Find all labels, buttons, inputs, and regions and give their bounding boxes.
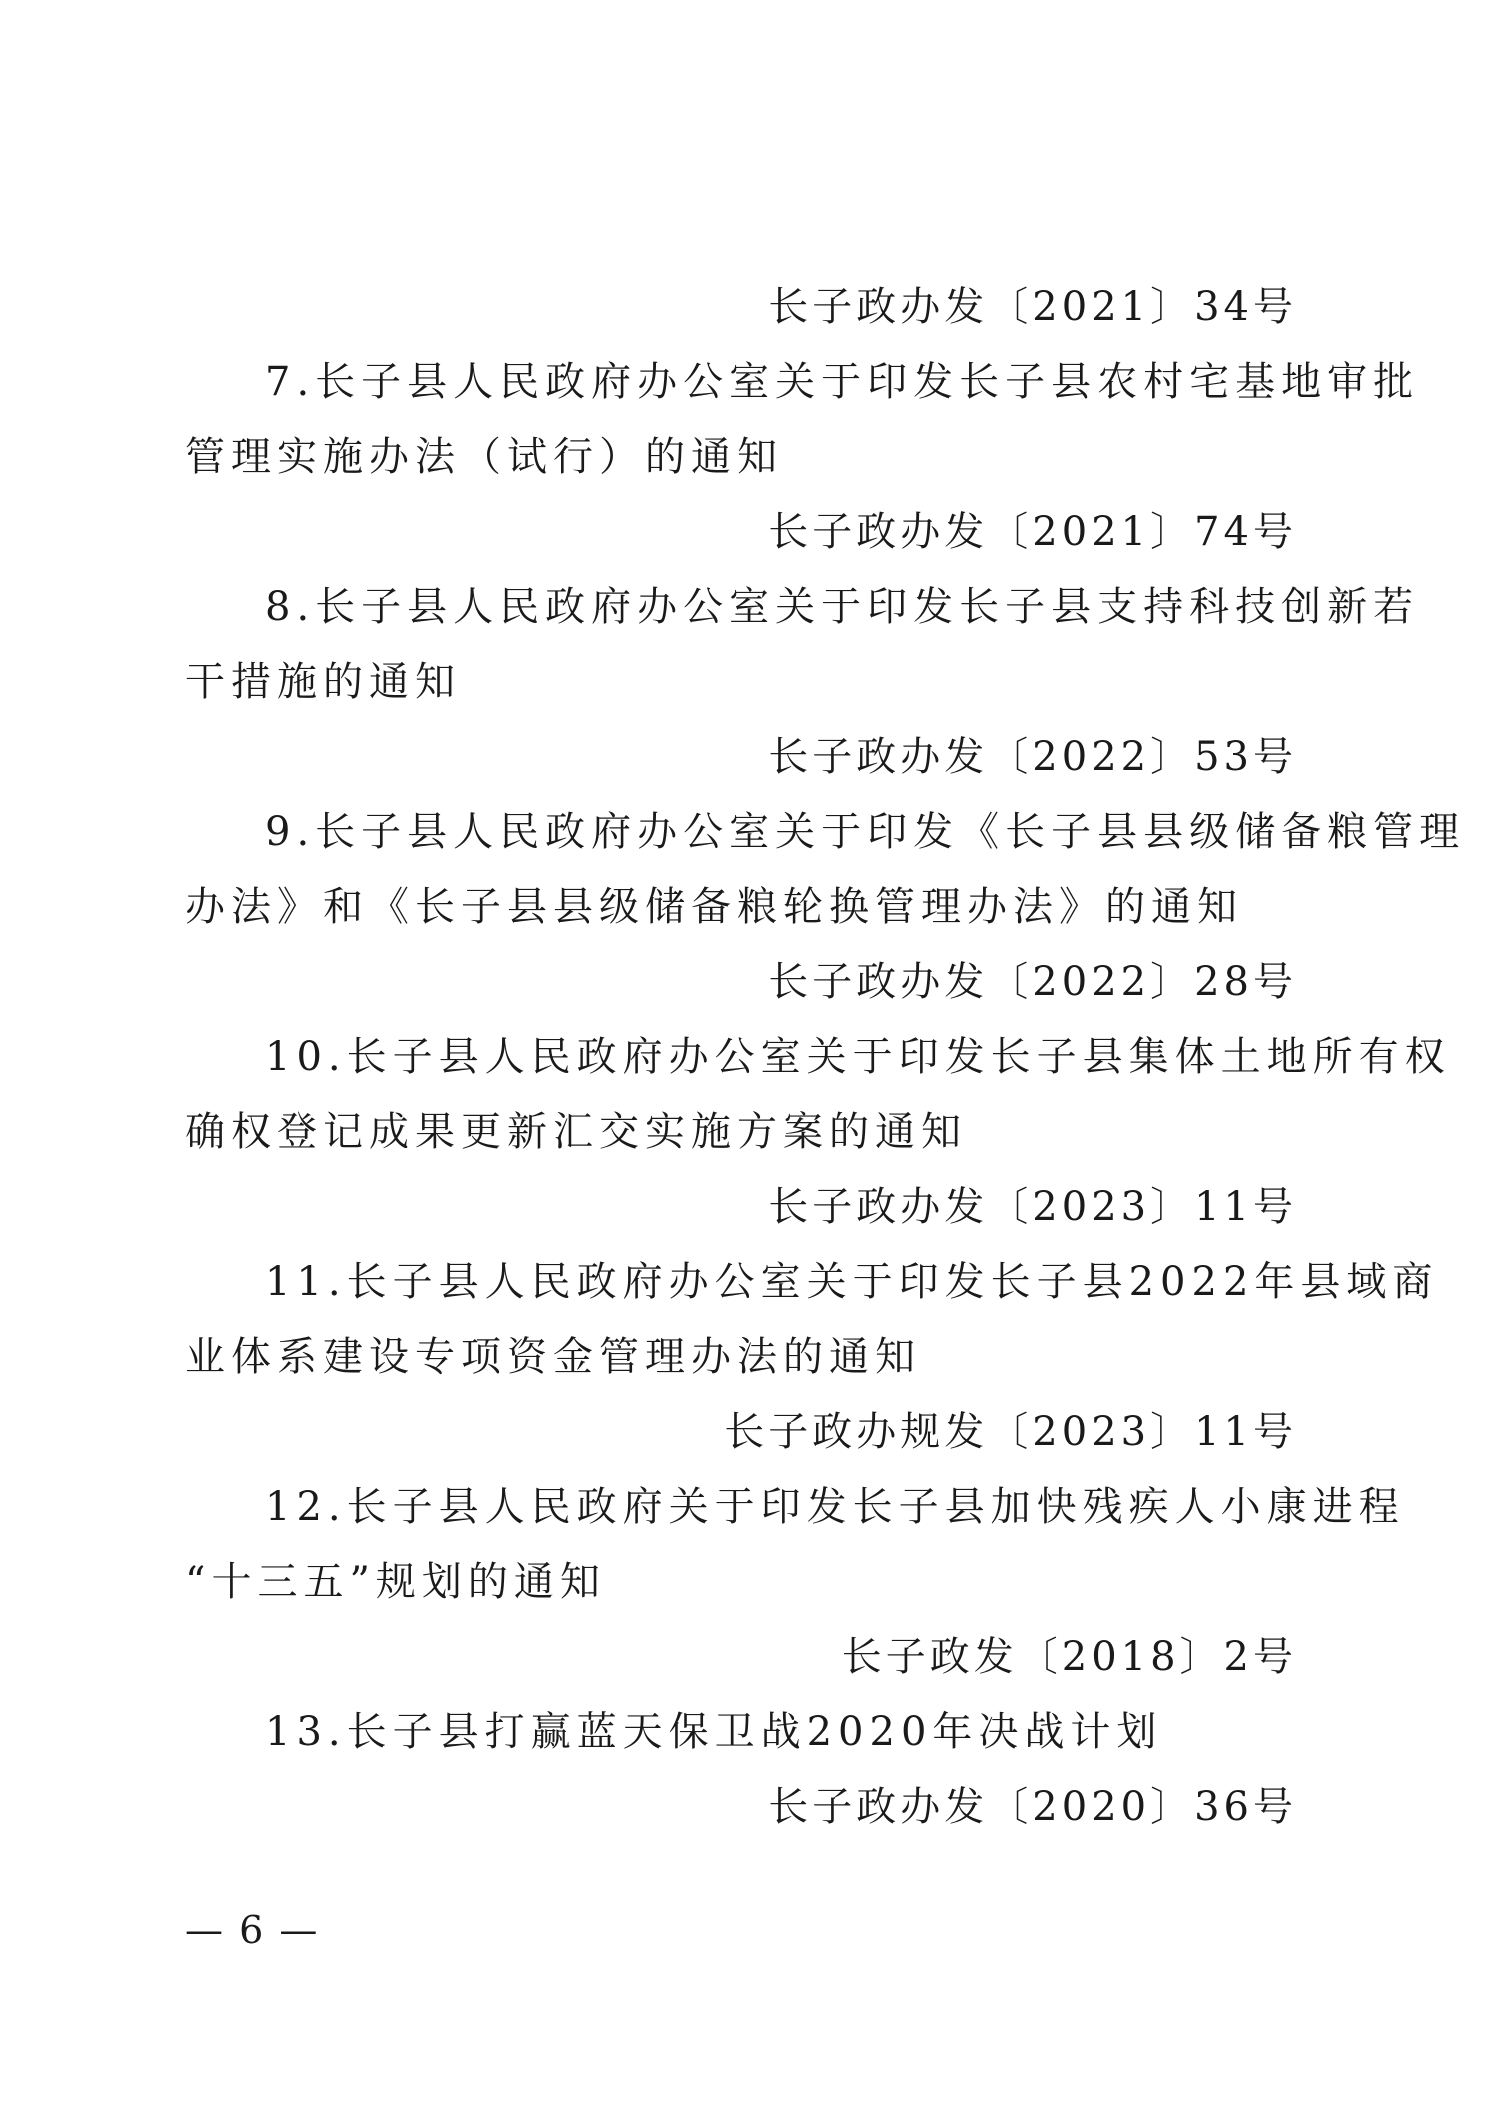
document-entry xyxy=(185,345,1420,570)
document-number: 长子政发〔2018〕2号 xyxy=(841,1634,1297,1680)
document-entry xyxy=(185,570,1420,795)
entry-title-continuation: 干措施的通知 xyxy=(185,659,461,705)
document-number: 长子政办发〔2021〕34号 xyxy=(768,284,1297,330)
document-entry xyxy=(185,1695,1297,1845)
document-entry xyxy=(185,1470,1405,1695)
entry-title-line: 8.长子县人民政府办公室关于印发长子县支持科技创新若 xyxy=(265,584,1420,630)
entry-title-continuation: 办法》和《长子县县级储备粮轮换管理办法》的通知 xyxy=(185,884,1243,930)
document-entry xyxy=(185,270,1297,345)
document-number: 长子政办发〔2022〕53号 xyxy=(768,734,1297,780)
page-number: — 6 — xyxy=(185,1908,320,1952)
entry-title-line: 10.长子县人民政府办公室关于印发长子县集体土地所有权 xyxy=(265,1034,1451,1080)
entry-title-continuation: 管理实施办法（试行）的通知 xyxy=(185,434,783,480)
entry-title-continuation: “十三五”规划的通知 xyxy=(185,1559,606,1605)
entry-title-line: 7.长子县人民政府办公室关于印发长子县农村宅基地审批 xyxy=(265,359,1420,405)
document-entry xyxy=(185,795,1466,1020)
document-number: 长子政办发〔2021〕74号 xyxy=(768,509,1297,555)
document-list xyxy=(185,270,1466,1845)
entry-title-continuation: 确权登记成果更新汇交实施方案的通知 xyxy=(185,1109,967,1155)
entry-title-continuation: 业体系建设专项资金管理办法的通知 xyxy=(185,1334,921,1380)
document-entry xyxy=(185,1020,1451,1245)
entry-title-line: 12.长子县人民政府关于印发长子县加快残疾人小康进程 xyxy=(265,1484,1405,1530)
entry-title-line: 13.长子县打赢蓝天保卫战2020年决战计划 xyxy=(265,1709,1163,1755)
document-number: 长子政办发〔2022〕28号 xyxy=(768,959,1297,1005)
document-number: 长子政办发〔2023〕11号 xyxy=(768,1184,1297,1230)
entry-title-line: 11.长子县人民政府办公室关于印发长子县2022年县域商 xyxy=(265,1259,1439,1305)
document-number: 长子政办规发〔2023〕11号 xyxy=(724,1409,1297,1455)
document-entry xyxy=(185,1245,1439,1470)
entry-title-line: 9.长子县人民政府办公室关于印发《长子县县级储备粮管理 xyxy=(265,809,1466,855)
document-number: 长子政办发〔2020〕36号 xyxy=(768,1784,1297,1830)
